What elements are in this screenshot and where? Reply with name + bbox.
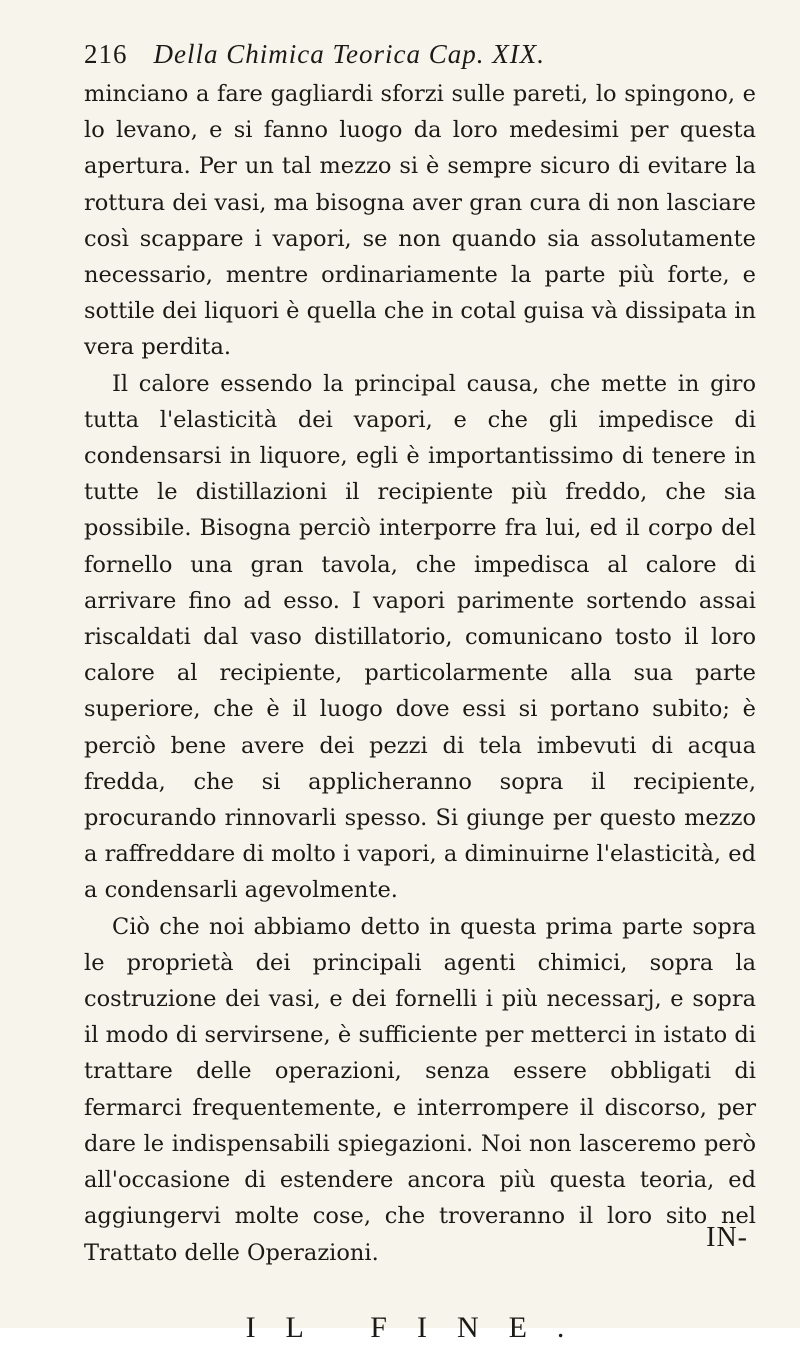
- catchword: IN-: [706, 1222, 748, 1253]
- body-text: [84, 76, 756, 1271]
- closing-il-fine: IL FINE.: [245, 1310, 595, 1344]
- paragraph-2: Il calore essendo la principal causa, che mette in giro tutta l'elasticità dei vapori, e che gli impedisce di condensarsi in liquore, egli è importantissimo di tenere in tutte le distillazioni il recipiente più freddo, che sia possibile. Bisogna perciò interporre fra lui, ed il corpo del fornello una gran tavola, che impedisca al calore di arrivare fino ad esso. I vapori parimente sortendo assai riscaldati dal vaso distillatorio, comunicano tosto il loro calore al recipiente, particolarmente alla sua parte superiore, che è il luogo dove essi si portano subito; è perciò bene avere dei pezzi di tela imbevuti di acqua fredda, che si applicheranno sopra il recipiente, procurando rinnovarli spesso. Si giunge per questo mezzo a raffreddare di molto i vapori, a diminuirne l'elasticità, ed a condensarli agevolmente.: [84, 370, 756, 904]
- running-head: [84, 38, 756, 70]
- paragraph-1: minciano a fare gagliardi sforzi sulle pareti, lo spingono, e lo levano, e si fanno luogo da loro medesimi per questa apertura. Per un tal mezzo si è sempre sicuro di evitare la rottura dei vasi, ma bisogna aver gran cura di non lasciare così scappare i vapori, se non quando sia assolutamente necessario, mentre ordinariamente la parte più forte, e sottile dei liquori è quella che in cotal guisa và dissipata in vera perdita.: [84, 81, 756, 361]
- page-number: 216: [84, 39, 128, 69]
- running-title: Della Chimica Teorica Cap. XIX.: [153, 39, 545, 69]
- paragraph-3: Ciò che noi abbiamo detto in questa prima parte sopra le proprietà dei principali agenti chimici, sopra la costruzione dei vasi, e dei fornelli i più necessarj, e sopra il modo di servirsene, è sufficiente per metterci in istato di trattare delle operazioni, senza essere obbligati di fermarci frequentemente, e interrompere il discorso, per dare le indispensabili spiegazioni. Noi non lasceremo però all'occasione di estendere ancora più questa teoria, ed aggiungervi molte cose, che troveranno il loro sito nel Trattato delle Operazioni.: [84, 913, 756, 1266]
